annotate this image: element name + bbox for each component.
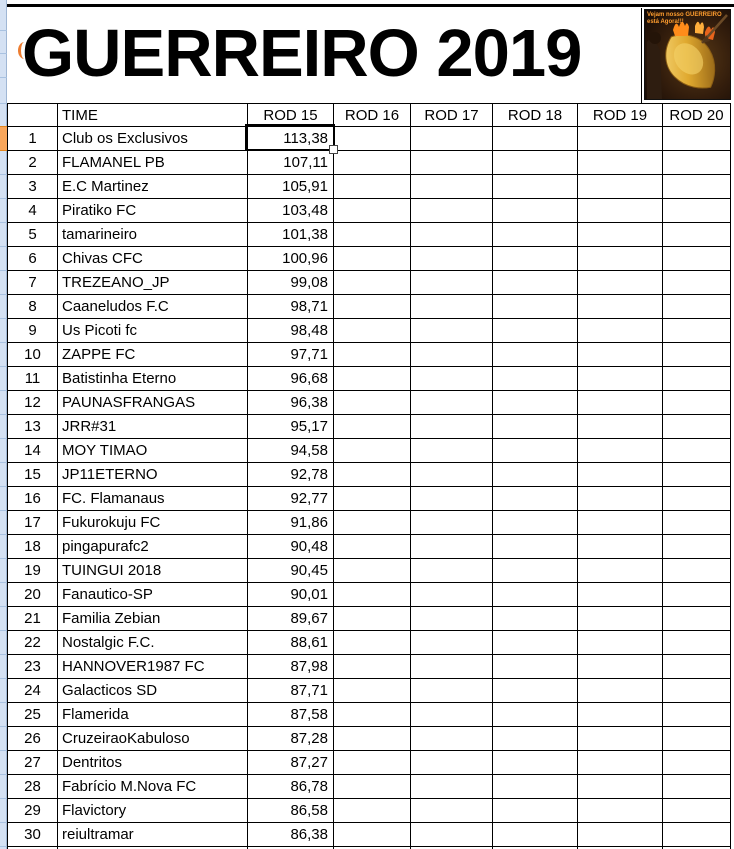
empty-score-cell[interactable]	[578, 199, 663, 223]
empty-score-cell[interactable]	[411, 775, 493, 799]
empty-score-cell[interactable]	[663, 151, 731, 175]
strip-gridline	[0, 174, 7, 175]
empty-score-cell[interactable]	[493, 151, 578, 175]
score-cell-rod-15[interactable]: 87,28	[248, 727, 334, 751]
empty-score-cell[interactable]	[411, 703, 493, 727]
empty-score-cell[interactable]	[334, 247, 411, 271]
rank-cell[interactable]: 27	[8, 751, 58, 775]
team-name-cell[interactable]: reiultramar	[58, 823, 248, 847]
strip-gridline	[0, 822, 7, 823]
empty-score-cell[interactable]	[334, 271, 411, 295]
empty-score-cell[interactable]	[663, 175, 731, 199]
strip-gridline	[0, 103, 7, 104]
empty-score-cell[interactable]	[411, 439, 493, 463]
empty-score-cell[interactable]	[663, 127, 731, 151]
empty-score-cell[interactable]	[493, 727, 578, 751]
empty-score-cell[interactable]	[578, 151, 663, 175]
empty-score-cell[interactable]	[663, 319, 731, 343]
empty-score-cell[interactable]	[334, 151, 411, 175]
column-header-rod-20[interactable]: ROD 20	[663, 104, 731, 127]
score-cell-rod-15[interactable]: 98,71	[248, 295, 334, 319]
score-cell-rod-15[interactable]: 96,38	[248, 391, 334, 415]
score-cell-rod-15[interactable]: 94,58	[248, 439, 334, 463]
team-name-cell[interactable]: TREZEANO_JP	[58, 271, 248, 295]
empty-score-cell[interactable]	[663, 463, 731, 487]
league-table	[7, 103, 731, 849]
empty-score-cell[interactable]	[663, 343, 731, 367]
score-cell-rod-15[interactable]: 92,78	[248, 463, 334, 487]
empty-score-cell[interactable]	[411, 631, 493, 655]
empty-score-cell[interactable]	[334, 127, 411, 151]
empty-score-cell[interactable]	[493, 319, 578, 343]
column-header-rod-19[interactable]: ROD 19	[578, 104, 663, 127]
team-name-cell[interactable]: E.C Martinez	[58, 175, 248, 199]
column-header-rod-18[interactable]: ROD 18	[493, 104, 578, 127]
team-name-cell[interactable]: JRR#31	[58, 415, 248, 439]
strip-gridline	[0, 414, 7, 415]
empty-score-cell[interactable]	[411, 247, 493, 271]
empty-score-cell[interactable]	[578, 775, 663, 799]
empty-score-cell[interactable]	[334, 199, 411, 223]
team-name-cell[interactable]: Caaneludos F.C	[58, 295, 248, 319]
empty-score-cell[interactable]	[334, 775, 411, 799]
empty-score-cell[interactable]	[411, 199, 493, 223]
empty-score-cell[interactable]	[493, 799, 578, 823]
rank-cell[interactable]: 12	[8, 391, 58, 415]
empty-score-cell[interactable]	[663, 727, 731, 751]
strip-gridline	[0, 702, 7, 703]
empty-score-cell[interactable]	[411, 151, 493, 175]
title-banner-divider	[641, 8, 642, 103]
empty-score-cell[interactable]	[663, 487, 731, 511]
empty-score-cell[interactable]	[334, 727, 411, 751]
score-cell-rod-15[interactable]: 103,48	[248, 199, 334, 223]
empty-score-cell[interactable]	[493, 703, 578, 727]
score-cell-rod-15[interactable]: 113,38	[248, 127, 334, 151]
rank-cell[interactable]: 3	[8, 175, 58, 199]
empty-score-cell[interactable]	[663, 655, 731, 679]
strip-gridline	[0, 77, 7, 78]
empty-score-cell[interactable]	[493, 175, 578, 199]
empty-score-cell[interactable]	[578, 127, 663, 151]
empty-score-cell[interactable]	[411, 535, 493, 559]
empty-score-cell[interactable]	[411, 127, 493, 151]
strip-gridline	[0, 750, 7, 751]
empty-score-cell[interactable]	[411, 799, 493, 823]
empty-score-cell[interactable]	[411, 487, 493, 511]
empty-score-cell[interactable]	[493, 343, 578, 367]
empty-score-cell[interactable]	[663, 823, 731, 847]
empty-score-cell[interactable]	[493, 199, 578, 223]
empty-score-cell[interactable]	[334, 559, 411, 583]
strip-gridline	[0, 534, 7, 535]
strip-gridline	[0, 582, 7, 583]
empty-score-cell[interactable]	[578, 583, 663, 607]
rank-cell[interactable]: 23	[8, 655, 58, 679]
rank-cell[interactable]: 9	[8, 319, 58, 343]
strip-gridline	[0, 606, 7, 607]
empty-score-cell[interactable]	[663, 439, 731, 463]
empty-score-cell[interactable]	[663, 751, 731, 775]
strip-gridline	[0, 438, 7, 439]
empty-score-cell[interactable]	[411, 223, 493, 247]
empty-score-cell[interactable]	[578, 679, 663, 703]
team-name-cell[interactable]: Us Picoti fc	[58, 319, 248, 343]
score-cell-rod-15[interactable]: 97,71	[248, 343, 334, 367]
strip-gridline	[0, 366, 7, 367]
score-cell-rod-15[interactable]: 87,98	[248, 655, 334, 679]
empty-score-cell[interactable]	[663, 295, 731, 319]
empty-score-cell[interactable]	[334, 319, 411, 343]
rank-cell[interactable]: 20	[8, 583, 58, 607]
page-title[interactable]: GUERREIRO 2019	[22, 16, 582, 91]
empty-score-cell[interactable]	[411, 607, 493, 631]
empty-score-cell[interactable]	[493, 271, 578, 295]
rank-cell[interactable]: 10	[8, 343, 58, 367]
score-cell-rod-15[interactable]: 91,86	[248, 511, 334, 535]
empty-score-cell[interactable]	[578, 511, 663, 535]
empty-score-cell[interactable]	[578, 415, 663, 439]
empty-score-cell[interactable]	[663, 511, 731, 535]
team-name-cell[interactable]: CruzeiraoKabuloso	[58, 727, 248, 751]
empty-score-cell[interactable]	[493, 631, 578, 655]
empty-score-cell[interactable]	[663, 679, 731, 703]
empty-score-cell[interactable]	[578, 799, 663, 823]
strip-gridline	[0, 678, 7, 679]
team-name-cell[interactable]: HANNOVER1987 FC	[58, 655, 248, 679]
rank-cell[interactable]: 22	[8, 631, 58, 655]
empty-score-cell[interactable]	[663, 247, 731, 271]
empty-score-cell[interactable]	[578, 223, 663, 247]
team-name-cell[interactable]: PAUNASFRANGAS	[58, 391, 248, 415]
empty-score-cell[interactable]	[411, 823, 493, 847]
column-header-time[interactable]: TIME	[58, 104, 248, 127]
score-cell-rod-15[interactable]: 86,78	[248, 775, 334, 799]
empty-score-cell[interactable]	[493, 559, 578, 583]
empty-score-cell[interactable]	[663, 223, 731, 247]
empty-score-cell[interactable]	[493, 487, 578, 511]
empty-score-cell[interactable]	[493, 463, 578, 487]
rank-cell[interactable]: 18	[8, 535, 58, 559]
empty-score-cell[interactable]	[493, 439, 578, 463]
score-cell-rod-15[interactable]: 96,68	[248, 367, 334, 391]
empty-score-cell[interactable]	[493, 607, 578, 631]
empty-score-cell[interactable]	[411, 271, 493, 295]
rank-cell[interactable]: 19	[8, 559, 58, 583]
score-cell-rod-15[interactable]: 98,48	[248, 319, 334, 343]
empty-score-cell[interactable]	[411, 655, 493, 679]
strip-gridline	[0, 654, 7, 655]
rank-cell[interactable]: 14	[8, 439, 58, 463]
empty-score-cell[interactable]	[663, 631, 731, 655]
team-name-cell[interactable]: Chivas CFC	[58, 247, 248, 271]
empty-score-cell[interactable]	[493, 751, 578, 775]
team-name-cell[interactable]: TUINGUI 2018	[58, 559, 248, 583]
score-cell-rod-15[interactable]: 100,96	[248, 247, 334, 271]
team-name-cell[interactable]: Club os Exclusivos	[58, 127, 248, 151]
column-header-rod-16[interactable]: ROD 16	[334, 104, 411, 127]
empty-score-cell[interactable]	[578, 487, 663, 511]
empty-score-cell[interactable]	[493, 295, 578, 319]
empty-score-cell[interactable]	[578, 247, 663, 271]
empty-score-cell[interactable]	[663, 703, 731, 727]
score-cell-rod-15[interactable]: 87,71	[248, 679, 334, 703]
title-top-border	[7, 4, 734, 7]
team-name-cell[interactable]: Dentritos	[58, 751, 248, 775]
score-cell-rod-15[interactable]: 107,11	[248, 151, 334, 175]
empty-score-cell[interactable]	[334, 631, 411, 655]
column-header-rod-17[interactable]: ROD 17	[411, 104, 493, 127]
empty-score-cell[interactable]	[334, 655, 411, 679]
rank-cell[interactable]: 25	[8, 703, 58, 727]
empty-score-cell[interactable]	[578, 439, 663, 463]
team-name-cell[interactable]: Fanautico-SP	[58, 583, 248, 607]
empty-score-cell[interactable]	[578, 607, 663, 631]
empty-score-cell[interactable]	[663, 271, 731, 295]
corner-header-cell[interactable]	[8, 104, 58, 127]
empty-score-cell[interactable]	[411, 679, 493, 703]
strip-gridline	[0, 462, 7, 463]
score-cell-rod-15[interactable]: 92,77	[248, 487, 334, 511]
rank-cell[interactable]: 29	[8, 799, 58, 823]
rank-cell[interactable]: 16	[8, 487, 58, 511]
team-name-cell[interactable]: tamarineiro	[58, 223, 248, 247]
team-name-cell[interactable]: MOY TIMAO	[58, 439, 248, 463]
empty-score-cell[interactable]	[493, 511, 578, 535]
empty-score-cell[interactable]	[411, 175, 493, 199]
empty-score-cell[interactable]	[663, 775, 731, 799]
rank-cell[interactable]: 13	[8, 415, 58, 439]
rank-cell[interactable]: 15	[8, 463, 58, 487]
empty-score-cell[interactable]	[493, 679, 578, 703]
empty-score-cell[interactable]	[411, 583, 493, 607]
rank-cell[interactable]: 28	[8, 775, 58, 799]
empty-score-cell[interactable]	[334, 487, 411, 511]
empty-score-cell[interactable]	[334, 175, 411, 199]
empty-score-cell[interactable]	[493, 127, 578, 151]
team-name-cell[interactable]: Flavictory	[58, 799, 248, 823]
empty-score-cell[interactable]	[334, 583, 411, 607]
empty-score-cell[interactable]	[578, 463, 663, 487]
empty-score-cell[interactable]	[411, 751, 493, 775]
selected-row-header-highlight[interactable]	[0, 126, 7, 151]
empty-score-cell[interactable]	[663, 199, 731, 223]
empty-score-cell[interactable]	[493, 391, 578, 415]
rank-cell[interactable]: 11	[8, 367, 58, 391]
empty-score-cell[interactable]	[578, 559, 663, 583]
empty-score-cell[interactable]	[334, 703, 411, 727]
team-name-cell[interactable]: Piratiko FC	[58, 199, 248, 223]
empty-score-cell[interactable]	[493, 535, 578, 559]
rank-cell[interactable]: 4	[8, 199, 58, 223]
team-name-cell[interactable]: Galacticos SD	[58, 679, 248, 703]
guerreiro-banner-image[interactable]	[644, 9, 731, 100]
score-cell-rod-15[interactable]: 99,08	[248, 271, 334, 295]
empty-score-cell[interactable]	[578, 271, 663, 295]
empty-score-cell[interactable]	[334, 823, 411, 847]
team-name-cell[interactable]: Fukurokuju FC	[58, 511, 248, 535]
empty-score-cell[interactable]	[663, 391, 731, 415]
strip-gridline	[0, 774, 7, 775]
empty-score-cell[interactable]	[334, 511, 411, 535]
team-name-cell[interactable]: Familia Zebian	[58, 607, 248, 631]
empty-score-cell[interactable]	[411, 391, 493, 415]
team-name-cell[interactable]: ZAPPE FC	[58, 343, 248, 367]
strip-gridline	[0, 342, 7, 343]
empty-score-cell[interactable]	[578, 367, 663, 391]
empty-score-cell[interactable]	[493, 247, 578, 271]
strip-gridline	[0, 294, 7, 295]
rank-cell[interactable]: 8	[8, 295, 58, 319]
score-cell-rod-15[interactable]: 95,17	[248, 415, 334, 439]
empty-score-cell[interactable]	[578, 703, 663, 727]
empty-score-cell[interactable]	[411, 367, 493, 391]
rank-cell[interactable]: 30	[8, 823, 58, 847]
empty-score-cell[interactable]	[411, 511, 493, 535]
empty-score-cell[interactable]	[578, 295, 663, 319]
empty-score-cell[interactable]	[663, 367, 731, 391]
rank-cell[interactable]: 26	[8, 727, 58, 751]
empty-score-cell[interactable]	[578, 319, 663, 343]
score-cell-rod-15[interactable]: 105,91	[248, 175, 334, 199]
empty-score-cell[interactable]	[334, 751, 411, 775]
score-cell-rod-15[interactable]: 90,48	[248, 535, 334, 559]
empty-score-cell[interactable]	[493, 415, 578, 439]
rank-cell[interactable]: 17	[8, 511, 58, 535]
score-cell-rod-15[interactable]: 90,45	[248, 559, 334, 583]
score-cell-rod-15[interactable]: 88,61	[248, 631, 334, 655]
strip-gridline	[0, 30, 7, 31]
rank-cell[interactable]: 6	[8, 247, 58, 271]
empty-score-cell[interactable]	[334, 295, 411, 319]
row-header-strip[interactable]	[0, 0, 7, 849]
team-name-cell[interactable]: pingapurafc2	[58, 535, 248, 559]
score-cell-rod-15[interactable]: 86,58	[248, 799, 334, 823]
team-name-cell[interactable]: Batistinha Eterno	[58, 367, 248, 391]
rank-cell[interactable]: 1	[8, 127, 58, 151]
empty-score-cell[interactable]	[493, 655, 578, 679]
team-name-cell[interactable]: Flamerida	[58, 703, 248, 727]
empty-score-cell[interactable]	[334, 343, 411, 367]
empty-score-cell[interactable]	[334, 367, 411, 391]
empty-score-cell[interactable]	[334, 415, 411, 439]
orange-arc-decoration	[18, 42, 31, 59]
empty-score-cell[interactable]	[578, 823, 663, 847]
score-cell-rod-15[interactable]: 90,01	[248, 583, 334, 607]
strip-gridline	[0, 630, 7, 631]
strip-gridline	[0, 486, 7, 487]
score-cell-rod-15[interactable]: 86,38	[248, 823, 334, 847]
empty-score-cell[interactable]	[663, 799, 731, 823]
strip-gridline	[0, 246, 7, 247]
empty-score-cell[interactable]	[334, 463, 411, 487]
empty-score-cell[interactable]	[334, 391, 411, 415]
rank-cell[interactable]: 24	[8, 679, 58, 703]
empty-score-cell[interactable]	[663, 535, 731, 559]
strip-gridline	[0, 798, 7, 799]
column-header-rod-15[interactable]: ROD 15	[248, 104, 334, 127]
strip-gridline	[0, 846, 7, 847]
strip-gridline	[0, 198, 7, 199]
empty-score-cell[interactable]	[578, 655, 663, 679]
rank-cell[interactable]: 7	[8, 271, 58, 295]
empty-score-cell[interactable]	[493, 583, 578, 607]
empty-score-cell[interactable]	[411, 415, 493, 439]
empty-score-cell[interactable]	[411, 319, 493, 343]
empty-score-cell[interactable]	[493, 775, 578, 799]
strip-gridline	[0, 53, 7, 54]
score-cell-rod-15[interactable]: 89,67	[248, 607, 334, 631]
empty-score-cell[interactable]	[411, 463, 493, 487]
strip-gridline	[0, 390, 7, 391]
empty-score-cell[interactable]	[578, 343, 663, 367]
rank-cell[interactable]: 2	[8, 151, 58, 175]
empty-score-cell[interactable]	[334, 439, 411, 463]
empty-score-cell[interactable]	[334, 679, 411, 703]
empty-score-cell[interactable]	[411, 559, 493, 583]
strip-gridline	[0, 558, 7, 559]
team-name-cell[interactable]: FC. Flamanaus	[58, 487, 248, 511]
team-name-cell[interactable]: FLAMANEL PB	[58, 151, 248, 175]
empty-score-cell[interactable]	[578, 631, 663, 655]
empty-score-cell[interactable]	[334, 799, 411, 823]
banner-caption: Vejam nosso GUERREIRO está Agora!!!	[647, 12, 722, 25]
empty-score-cell[interactable]	[334, 535, 411, 559]
team-name-cell[interactable]: Nostalgic F.C.	[58, 631, 248, 655]
score-cell-rod-15[interactable]: 87,27	[248, 751, 334, 775]
rank-cell[interactable]: 21	[8, 607, 58, 631]
score-cell-rod-15[interactable]: 87,58	[248, 703, 334, 727]
empty-score-cell[interactable]	[578, 391, 663, 415]
empty-score-cell[interactable]	[411, 727, 493, 751]
empty-score-cell[interactable]	[578, 175, 663, 199]
score-cell-rod-15[interactable]: 101,38	[248, 223, 334, 247]
strip-gridline	[0, 270, 7, 271]
empty-score-cell[interactable]	[663, 415, 731, 439]
strip-gridline	[0, 510, 7, 511]
empty-score-cell[interactable]	[334, 223, 411, 247]
empty-score-cell[interactable]	[493, 223, 578, 247]
empty-score-cell[interactable]	[578, 535, 663, 559]
team-name-cell[interactable]: JP11ETERNO	[58, 463, 248, 487]
empty-score-cell[interactable]	[578, 751, 663, 775]
team-name-cell[interactable]: Fabrício M.Nova FC	[58, 775, 248, 799]
strip-gridline	[0, 222, 7, 223]
empty-score-cell[interactable]	[578, 727, 663, 751]
empty-score-cell[interactable]	[493, 367, 578, 391]
strip-gridline	[0, 318, 7, 319]
rank-cell[interactable]: 5	[8, 223, 58, 247]
empty-score-cell[interactable]	[663, 559, 731, 583]
empty-score-cell[interactable]	[411, 343, 493, 367]
strip-gridline	[0, 726, 7, 727]
empty-score-cell[interactable]	[411, 295, 493, 319]
empty-score-cell[interactable]	[334, 607, 411, 631]
empty-score-cell[interactable]	[663, 607, 731, 631]
empty-score-cell[interactable]	[663, 583, 731, 607]
empty-score-cell[interactable]	[493, 823, 578, 847]
